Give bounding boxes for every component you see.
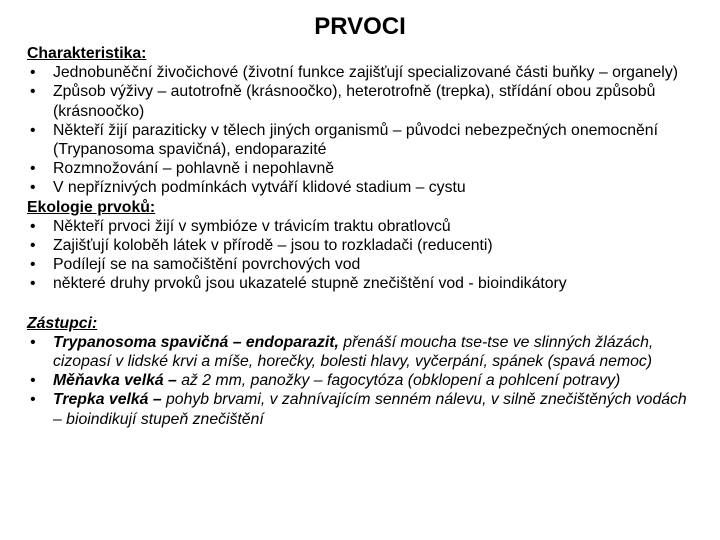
bullet: • <box>30 121 36 139</box>
characteristics-heading: Charakteristika: <box>27 45 147 62</box>
list-item <box>27 217 699 236</box>
bullet: • <box>30 160 36 178</box>
list-item <box>27 333 699 371</box>
species-name: Měňavka velká – <box>53 372 177 390</box>
list-item <box>27 121 699 159</box>
item-text: Jednobuněční živočichové (životní funkce zajišťují specializované části buňky – organely) <box>53 64 678 82</box>
list-item <box>27 371 699 390</box>
item-text: Rozmnožování – pohlavně i nepohlavně <box>53 160 335 178</box>
list-item <box>27 236 699 255</box>
species-name: Trypanosoma spavičná – endoparazit, <box>53 333 339 351</box>
bullet: • <box>30 179 36 197</box>
ecology-list <box>27 217 699 294</box>
characteristics-list <box>27 63 699 197</box>
species-description: přenáší moucha tse-tse ve slinných žlázách, cizopasí v lidské krvi a míše, horečky, bolesti hlavy, vyčerpání, spánek (spavá nemoc) <box>53 333 654 371</box>
bullet: • <box>30 237 36 255</box>
list-item <box>27 82 699 120</box>
species-description: pohyb brvami, v zahnívajícím senném nálevu, v silně znečištěných vodách – bioindikují stupeň znečištění <box>53 391 687 428</box>
content <box>27 44 699 429</box>
spacer <box>27 294 699 314</box>
item-text: Někteří prvoci žijí v symbióze v trávicím traktu obratlovců <box>53 217 451 235</box>
page-title: PRVOCI <box>314 13 406 40</box>
ecology-heading: Ekologie prvoků: <box>27 198 156 216</box>
species-description: až 2 mm, panožky – fagocytóza (obklopení a pohlcení potravy) <box>176 372 621 390</box>
representatives-heading: Zástupci: <box>27 314 98 332</box>
bullet: • <box>30 64 36 82</box>
list-item <box>27 390 699 428</box>
bullet: • <box>30 372 36 390</box>
representatives-list <box>27 333 699 429</box>
bullet: • <box>30 333 36 351</box>
species-name: Trepka velká – <box>53 391 162 409</box>
item-text: Někteří žijí paraziticky v tělech jiných organismů – původci nebezpečných onemocnění (Trypanosoma spavičná), endoparazité <box>53 121 658 159</box>
bullet: • <box>30 391 36 409</box>
list-item <box>27 159 699 178</box>
list-item <box>27 255 699 274</box>
item-text: Zajišťují koloběh látek v přírodě – jsou to rozkladači (reducenti) <box>53 237 493 255</box>
item-text: Podílejí se na samočištění povrchových vod <box>53 256 361 274</box>
list-item <box>27 63 699 82</box>
item-text: Způsob výživy – autotrofně (krásnoočko), heterotrofně (trepka), střídání obou způsobů (krásnoočko) <box>53 83 656 120</box>
list-item <box>27 274 699 293</box>
bullet: • <box>30 217 36 235</box>
bullet: • <box>30 83 36 101</box>
item-text: V nepříznivých podmínkách vytváří klidové stadium – cystu <box>53 179 466 197</box>
bullet: • <box>30 256 36 274</box>
bullet: • <box>30 275 36 293</box>
item-text: některé druhy prvoků jsou ukazatelé stupně znečištění vod - bioindikátory <box>53 275 567 293</box>
list-item <box>27 178 699 197</box>
